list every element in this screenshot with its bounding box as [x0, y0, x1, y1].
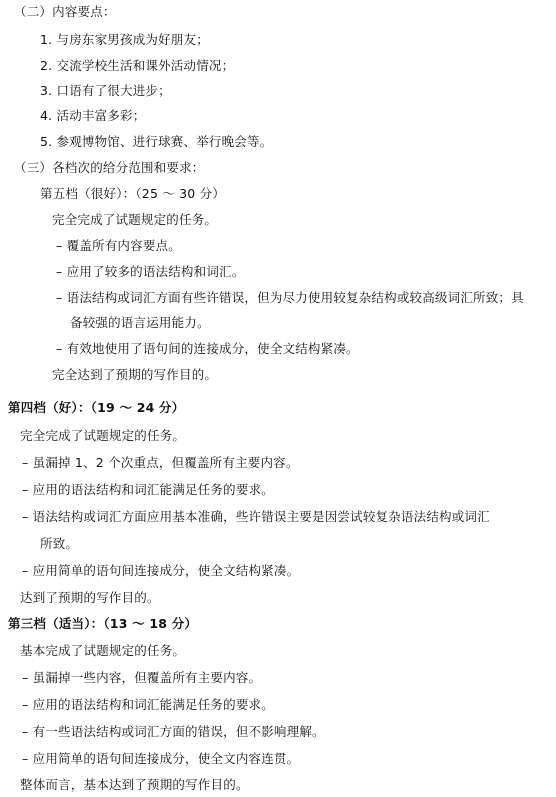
grade-4-bullet-3-cont: 所致。	[40, 536, 79, 551]
content-point-3: 3. 口语有了很大进步；	[40, 83, 171, 98]
grade-5-bullet-1: – 覆盖所有内容要点。	[56, 238, 181, 253]
grade-3-bullet-1: – 虽漏掉一些内容，但覆盖所有主要内容。	[22, 670, 262, 685]
grade-5-bullet-2: – 应用了较多的语法结构和词汇。	[56, 264, 245, 279]
grade-4-bullet-4: – 应用简单的语句间连接成分，使全文结构紧凑。	[22, 563, 300, 578]
grade-3-conclusion: 整体而言，基本达到了预期的写作目的。	[20, 777, 249, 792]
section-2-title: （二）内容要点：	[14, 4, 116, 19]
grade-5-bullet-4: – 有效地使用了语句间的连接成分，使全文结构紧凑。	[56, 341, 359, 356]
grade-3-bullet-3: – 有一些语法结构或词汇方面的错误，但不影响理解。	[22, 724, 325, 739]
grade-5-bullet-3-cont: 备较强的语言运用能力。	[70, 315, 210, 330]
grade-3-intro: 基本完成了试题规定的任务。	[20, 643, 186, 658]
grade-5-bullet-3: – 语法结构或词汇方面有些许错误，但为尽力使用较复杂结构或较高级词汇所致；具	[56, 290, 524, 305]
content-point-2: 2. 交流学校生活和课外活动情况；	[40, 58, 235, 73]
grade-4-conclusion: 达到了预期的写作目的。	[20, 590, 160, 605]
grade-4-title: 第四档（好）：（19 ～ 24 分）	[8, 400, 185, 415]
grade-4-bullet-1: – 虽漏掉 1、2 个次重点，但覆盖所有主要内容。	[22, 455, 299, 470]
grade-4-bullet-3: – 语法结构或词汇方面应用基本准确，些许错误主要是因尝试较复杂语法结构或词汇	[22, 509, 490, 524]
grade-4-bullet-2: – 应用的语法结构和词汇能满足任务的要求。	[22, 482, 274, 497]
grade-3-bullet-2: – 应用的语法结构和词汇能满足任务的要求。	[22, 697, 274, 712]
content-point-5: 5. 参观博物馆、进行球赛、举行晚会等。	[40, 134, 273, 149]
grade-3-bullet-4: – 应用简单的语句间连接成分，使全文内容连贯。	[22, 751, 300, 766]
section-3-title: （三）各档次的给分范围和要求：	[14, 160, 205, 175]
grade-3-title: 第三档（适当）：（13 ～ 18 分）	[8, 616, 198, 631]
content-point-4: 4. 活动丰富多彩；	[40, 108, 146, 123]
grade-5-conclusion: 完全达到了预期的写作目的。	[52, 367, 218, 382]
grade-4-intro: 完全完成了试题规定的任务。	[20, 428, 186, 443]
content-point-1: 1. 与房东家男孩成为好朋友；	[40, 32, 209, 47]
grade-5-title: 第五档（很好）：（25 ～ 30 分）	[40, 186, 226, 201]
grade-5-intro: 完全完成了试题规定的任务。	[52, 212, 218, 227]
